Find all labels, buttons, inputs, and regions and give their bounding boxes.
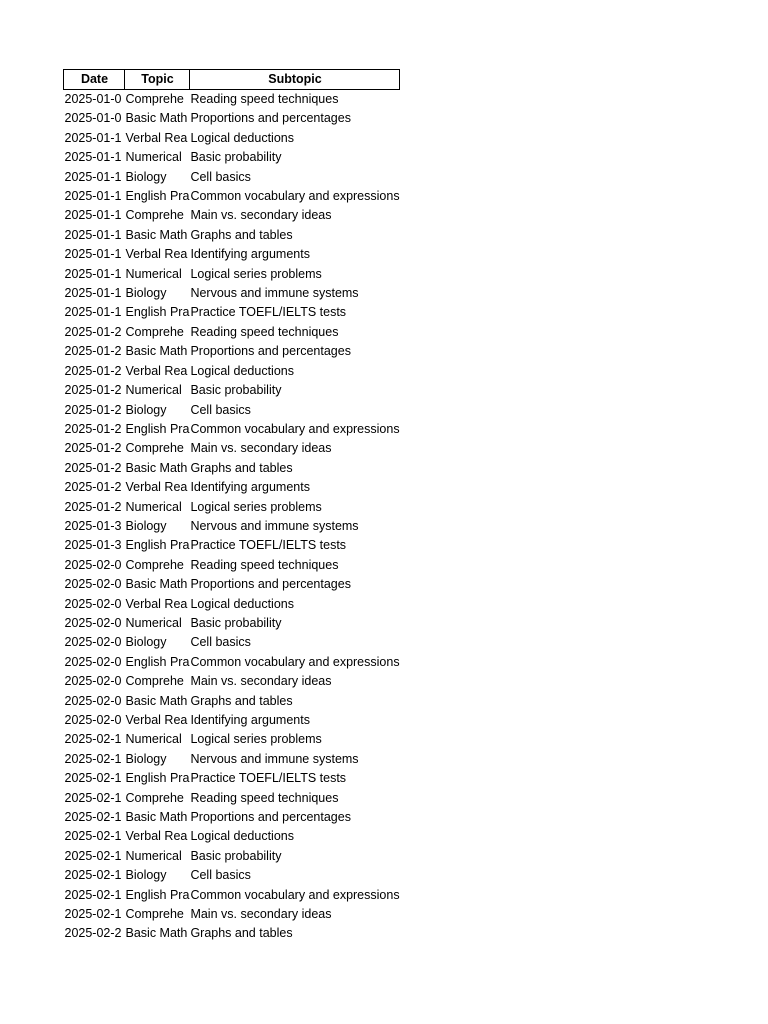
table-row — [64, 672, 400, 691]
table-row — [64, 323, 400, 342]
cell-subtopic[interactable]: Main vs. secondary ideas — [190, 441, 332, 456]
cell-subtopic[interactable]: Logical series problems — [190, 499, 322, 514]
table-row — [64, 847, 400, 866]
cell-date[interactable]: 2025-01-3 — [64, 518, 122, 533]
cell-topic[interactable]: English Pra — [125, 887, 190, 902]
cell-date[interactable]: 2025-02-0 — [64, 635, 122, 650]
table-row — [64, 866, 400, 885]
cell-topic[interactable]: English Pra — [125, 771, 190, 786]
table-row — [64, 109, 400, 128]
table-row — [64, 536, 400, 555]
table-row — [64, 129, 400, 148]
cell-subtopic[interactable]: Main vs. secondary ideas — [190, 907, 332, 922]
table-row — [64, 595, 400, 614]
cell-subtopic[interactable]: Logical series problems — [190, 732, 322, 747]
table-row — [64, 614, 400, 633]
cell-topic[interactable]: Biology — [125, 169, 167, 184]
cell-subtopic[interactable]: Reading speed techniques — [190, 324, 339, 339]
cell-subtopic[interactable]: Graphs and tables — [190, 460, 293, 475]
table-row — [64, 187, 400, 206]
table-row — [64, 692, 400, 711]
cell-subtopic[interactable]: Practice TOEFL/IELTS tests — [190, 771, 347, 786]
table-row — [64, 342, 400, 361]
cell-subtopic[interactable]: Basic probability — [190, 848, 282, 863]
cell-topic[interactable]: Verbal Rea — [125, 480, 188, 495]
cell-topic[interactable]: Basic Math — [125, 577, 188, 592]
table-row — [64, 886, 400, 905]
column-header-topic[interactable]: Topic — [125, 70, 190, 90]
cell-topic[interactable]: Biology — [125, 868, 167, 883]
cell-date[interactable]: 2025-01-1 — [64, 305, 122, 320]
cell-date[interactable]: 2025-02-1 — [64, 829, 122, 844]
cell-subtopic[interactable]: Proportions and percentages — [190, 111, 351, 126]
cell-date[interactable]: 2025-01-1 — [64, 189, 122, 204]
cell-date[interactable]: 2025-02-0 — [64, 615, 122, 630]
table-row — [64, 459, 400, 478]
cell-topic[interactable]: English Pra — [125, 189, 190, 204]
cell-topic[interactable]: Biology — [125, 402, 167, 417]
cell-subtopic[interactable]: Identifying arguments — [190, 247, 310, 262]
cell-date[interactable]: 2025-02-1 — [64, 868, 122, 883]
cell-topic[interactable]: Verbal Rea — [125, 363, 188, 378]
cell-date[interactable]: 2025-01-2 — [64, 499, 122, 514]
cell-topic[interactable]: Verbal Rea — [125, 713, 188, 727]
cell-topic[interactable]: Numerical — [125, 150, 182, 165]
table-row — [64, 226, 400, 245]
cell-topic[interactable]: Numerical — [125, 383, 182, 398]
cell-date[interactable]: 2025-01-2 — [64, 460, 122, 475]
cell-subtopic[interactable]: Cell basics — [190, 635, 251, 650]
cell-topic[interactable]: Biology — [125, 286, 167, 301]
cell-subtopic[interactable]: Basic probability — [190, 615, 282, 630]
cell-date[interactable]: 2025-01-1 — [64, 150, 122, 165]
table-row — [64, 769, 400, 788]
table-row — [64, 265, 400, 284]
cell-date[interactable]: 2025-02-0 — [64, 557, 122, 572]
table-row — [64, 439, 400, 458]
cell-subtopic[interactable]: Nervous and immune systems — [190, 751, 359, 766]
table-row — [64, 90, 400, 110]
cell-subtopic[interactable]: Nervous and immune systems — [190, 286, 359, 301]
cell-subtopic[interactable]: Reading speed techniques — [190, 92, 339, 106]
cell-subtopic[interactable]: Practice TOEFL/IELTS tests — [190, 538, 347, 553]
cell-topic[interactable]: Basic Math — [125, 926, 188, 941]
cell-topic[interactable]: Comprehe — [125, 324, 184, 339]
table-row — [64, 789, 400, 808]
cell-subtopic[interactable]: Logical deductions — [190, 363, 294, 378]
table-row — [64, 284, 400, 303]
cell-date[interactable]: 2025-02-0 — [64, 713, 122, 727]
cell-subtopic[interactable]: Basic probability — [190, 383, 282, 398]
cell-date[interactable]: 2025-01-1 — [64, 247, 122, 262]
cell-subtopic[interactable]: Proportions and percentages — [190, 344, 351, 359]
cell-subtopic[interactable]: Practice TOEFL/IELTS tests — [190, 305, 347, 320]
table-row — [64, 556, 400, 575]
cell-topic[interactable]: English Pra — [125, 538, 190, 553]
cell-date[interactable]: 2025-01-2 — [64, 344, 122, 359]
table-row — [64, 245, 400, 264]
cell-subtopic[interactable]: Cell basics — [190, 868, 251, 883]
cell-topic[interactable]: Biology — [125, 518, 167, 533]
table-row — [64, 401, 400, 420]
cell-date[interactable]: 2025-02-0 — [64, 596, 122, 611]
table-row — [64, 633, 400, 652]
cell-subtopic[interactable]: Common vocabulary and expressions — [190, 887, 400, 902]
table-row — [64, 730, 400, 749]
cell-topic[interactable]: Basic Math — [125, 111, 188, 126]
table-row — [64, 362, 400, 381]
cell-topic[interactable]: Comprehe — [125, 208, 184, 223]
column-header-date[interactable]: Date — [64, 70, 125, 90]
cell-topic[interactable]: Verbal Rea — [125, 130, 188, 145]
cell-topic[interactable]: Numerical — [125, 848, 182, 863]
cell-date[interactable]: 2025-02-1 — [64, 907, 122, 922]
table-row — [64, 420, 400, 439]
table-row — [64, 303, 400, 322]
cell-subtopic[interactable]: Common vocabulary and expressions — [190, 654, 400, 669]
cell-topic[interactable]: Comprehe — [125, 92, 184, 106]
table-row — [64, 924, 400, 943]
cell-topic[interactable]: Numerical — [125, 615, 182, 630]
table-row — [64, 827, 400, 846]
table-row — [64, 808, 400, 827]
cell-topic[interactable]: Verbal Rea — [125, 247, 188, 262]
cell-topic[interactable]: English Pra — [125, 305, 190, 320]
cell-date[interactable]: 2025-02-0 — [64, 674, 122, 689]
cell-topic[interactable]: Basic Math — [125, 344, 188, 359]
cell-topic[interactable]: Comprehe — [125, 790, 184, 805]
cell-subtopic[interactable]: Logical series problems — [190, 266, 322, 281]
cell-date[interactable]: 2025-02-1 — [64, 810, 122, 825]
cell-date[interactable]: 2025-02-1 — [64, 790, 122, 805]
cell-subtopic[interactable]: Main vs. secondary ideas — [190, 674, 332, 689]
table-row — [64, 905, 400, 924]
cell-date[interactable]: 2025-02-0 — [64, 693, 122, 708]
cell-date[interactable]: 2025-01-2 — [64, 324, 122, 339]
cell-date[interactable]: 2025-01-2 — [64, 421, 122, 436]
table-row — [64, 148, 400, 167]
cell-date[interactable]: 2025-02-1 — [64, 751, 122, 766]
cell-subtopic[interactable]: Common vocabulary and expressions — [190, 189, 400, 204]
header-row — [64, 70, 400, 90]
cell-subtopic[interactable]: Reading speed techniques — [190, 557, 339, 572]
table-row — [64, 498, 400, 517]
table-row — [64, 653, 400, 672]
cell-subtopic[interactable]: Main vs. secondary ideas — [190, 208, 332, 223]
cell-topic[interactable]: Biology — [125, 751, 167, 766]
cell-subtopic[interactable]: Logical deductions — [190, 130, 294, 145]
cell-topic[interactable]: English Pra — [125, 421, 190, 436]
cell-date[interactable]: 2025-01-3 — [64, 538, 122, 553]
cell-date[interactable]: 2025-01-2 — [64, 363, 122, 378]
cell-subtopic[interactable]: Reading speed techniques — [190, 790, 339, 805]
cell-date[interactable]: 2025-02-1 — [64, 848, 122, 863]
table-row — [64, 206, 400, 225]
table-row — [64, 478, 400, 497]
cell-topic[interactable]: Comprehe — [125, 907, 184, 922]
cell-topic[interactable]: Comprehe — [125, 441, 184, 456]
cell-subtopic[interactable]: Basic probability — [190, 150, 282, 165]
cell-date[interactable]: 2025-01-2 — [64, 441, 122, 456]
cell-topic[interactable]: Numerical — [125, 499, 182, 514]
cell-date[interactable]: 2025-01-2 — [64, 383, 122, 398]
cell-topic[interactable]: Numerical — [125, 266, 182, 281]
cell-subtopic[interactable]: Cell basics — [190, 169, 251, 184]
cell-subtopic[interactable]: Identifying arguments — [190, 480, 310, 495]
cell-topic[interactable]: Basic Math — [125, 227, 188, 242]
cell-subtopic[interactable]: Graphs and tables — [190, 227, 293, 242]
cell-subtopic[interactable]: Cell basics — [190, 402, 251, 417]
cell-subtopic[interactable]: Nervous and immune systems — [190, 518, 359, 533]
spreadsheet-sheet — [63, 69, 400, 944]
table-row — [64, 575, 400, 594]
cell-date[interactable]: 2025-01-1 — [64, 130, 122, 145]
cell-topic[interactable]: Verbal Rea — [125, 596, 188, 611]
cell-date[interactable]: 2025-01-1 — [64, 227, 122, 242]
cell-topic[interactable]: Comprehe — [125, 557, 184, 572]
table-body — [64, 90, 400, 944]
cell-date[interactable]: 2025-02-1 — [64, 732, 122, 747]
cell-topic[interactable]: Comprehe — [125, 674, 184, 689]
cell-subtopic[interactable]: Identifying arguments — [190, 713, 310, 727]
cell-topic[interactable]: Basic Math — [125, 810, 188, 825]
cell-subtopic[interactable]: Graphs and tables — [190, 693, 293, 708]
cell-subtopic[interactable]: Graphs and tables — [190, 926, 293, 941]
cell-date[interactable]: 2025-01-1 — [64, 169, 122, 184]
cell-subtopic[interactable]: Proportions and percentages — [190, 577, 351, 592]
cell-date[interactable]: 2025-01-0 — [64, 111, 122, 126]
cell-date[interactable]: 2025-02-1 — [64, 887, 122, 902]
column-header-subtopic[interactable]: Subtopic — [189, 70, 399, 90]
cell-date[interactable]: 2025-02-1 — [64, 771, 122, 786]
cell-subtopic[interactable]: Logical deductions — [190, 596, 294, 611]
cell-subtopic[interactable]: Common vocabulary and expressions — [190, 421, 400, 436]
cell-topic[interactable]: Numerical — [125, 732, 182, 747]
cell-topic[interactable]: Basic Math — [125, 460, 188, 475]
cell-date[interactable]: 2025-01-1 — [64, 286, 122, 301]
cell-topic[interactable]: Biology — [125, 635, 167, 650]
study-schedule-table — [63, 69, 400, 944]
table-row — [64, 711, 400, 730]
cell-topic[interactable]: English Pra — [125, 654, 190, 669]
cell-date[interactable]: 2025-01-2 — [64, 402, 122, 417]
cell-subtopic[interactable]: Proportions and percentages — [190, 810, 351, 825]
cell-date[interactable]: 2025-02-0 — [64, 654, 122, 669]
cell-date[interactable]: 2025-02-0 — [64, 577, 122, 592]
table-row — [64, 517, 400, 536]
table-row — [64, 381, 400, 400]
table-row — [64, 750, 400, 769]
table-row — [64, 168, 400, 187]
cell-date[interactable]: 2025-01-1 — [64, 266, 122, 281]
cell-date[interactable]: 2025-01-0 — [64, 92, 122, 106]
cell-topic[interactable]: Verbal Rea — [125, 829, 188, 844]
cell-subtopic[interactable]: Logical deductions — [190, 829, 294, 844]
cell-date[interactable]: 2025-02-2 — [64, 926, 122, 941]
cell-date[interactable]: 2025-01-2 — [64, 480, 122, 495]
cell-date[interactable]: 2025-01-1 — [64, 208, 122, 223]
cell-topic[interactable]: Basic Math — [125, 693, 188, 708]
